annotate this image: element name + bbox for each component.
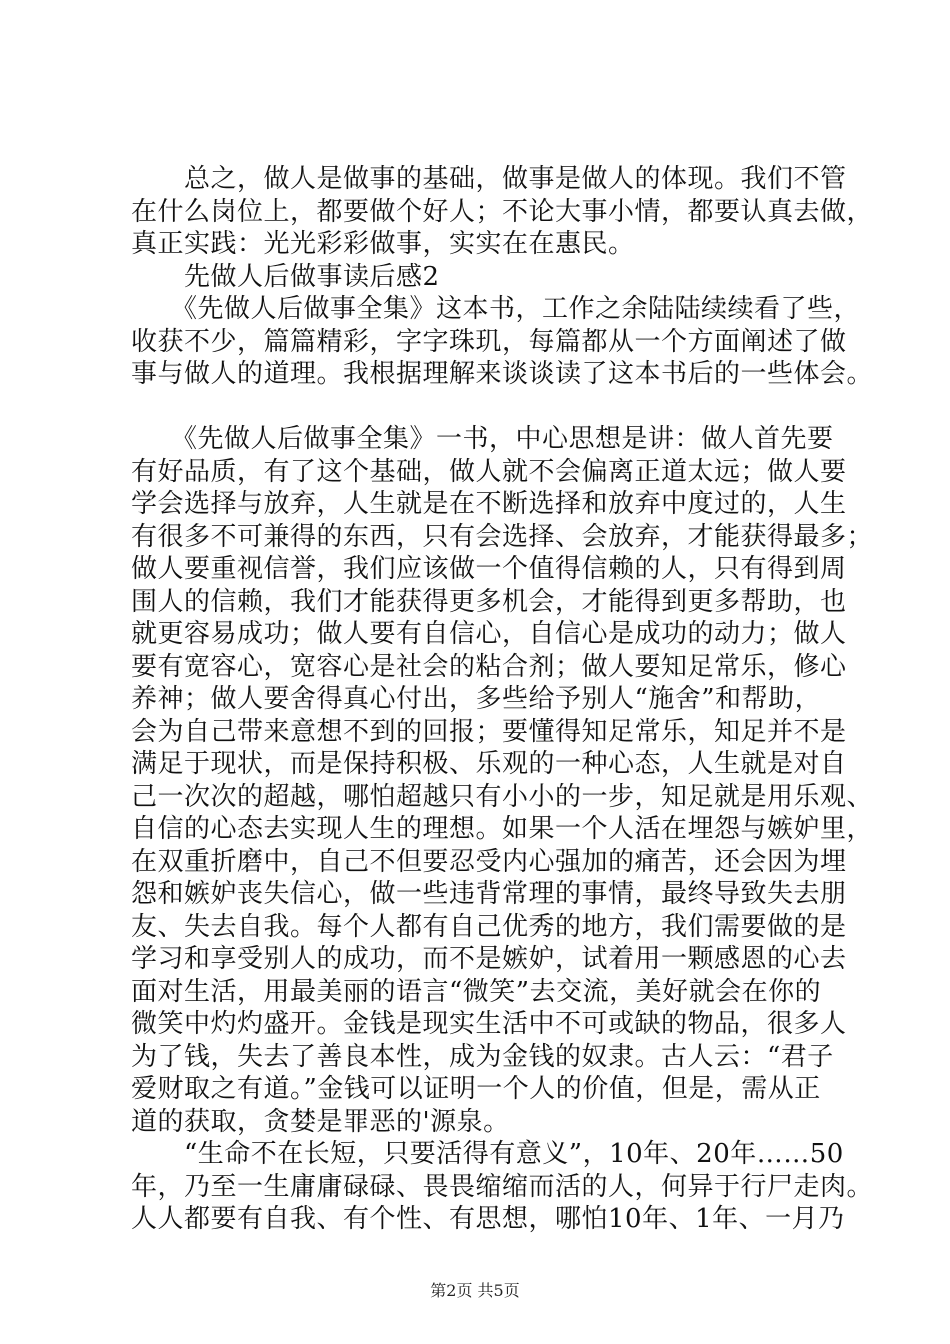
text-line: “生命不在长短，只要活得有意义”，10年、20年……50 — [131, 1139, 844, 1169]
page-indicator: 第2页 共5页 — [430, 1281, 520, 1300]
text-line: 收获不少，篇篇精彩，字字珠玑，每篇都从一个方面阐述了做 — [131, 326, 847, 357]
text-line: 有很多不可兼得的东西，只有会选择、会放弃，才能获得最多； — [131, 521, 874, 552]
text-line: 有好品质，有了这个基础，做人就不会偏离正道太远；做人要 — [131, 456, 847, 487]
text-line: 人人都要有自我、有个性、有思想，哪怕10年、1年、一月乃 — [131, 1204, 845, 1234]
text-line: 在什么岗位上，都要做个好人；不论大事小情，都要认真去做， — [131, 196, 874, 227]
section-heading: 先做人后做事读后感2 — [131, 261, 440, 292]
text-line: 真正实践：光光彩彩做事，实实在在惠民。 — [131, 229, 635, 259]
text-line: 道的获取，贪婪是罪恶的'源泉。 — [131, 1106, 510, 1137]
text-line: 为了钱，失去了善良本性，成为金钱的奴隶。古人云：“君子 — [131, 1041, 834, 1072]
page-footer — [0, 1281, 950, 1301]
text-line: 怨和嫉妒丧失信心，做一些违背常理的事情，最终导致失去朋 — [131, 879, 847, 909]
text-line: 事与做人的道理。我根据理解来谈谈读了这本书后的一些体会。 — [131, 359, 874, 389]
text-line: 学会选择与放弃，人生就是在不断选择和放弃中度过的，人生 — [131, 489, 847, 519]
text-line: 己一次次的超越，哪怕超越只有小小的一步，知足就是用乐观、 — [131, 781, 874, 812]
text-line: 学习和享受别人的成功，而不是嫉妒，试着用一颗感恩的心去 — [131, 944, 847, 974]
text-line: 会为自己带来意想不到的回报；要懂得知足常乐，知足并不是 — [131, 716, 847, 747]
text-line: 满足于现状，而是保持积极、乐观的一种心态，人生就是对自 — [131, 749, 847, 779]
text-line: 自信的心态去实现人生的理想。如果一个人活在埋怨与嫉妒里， — [131, 814, 874, 844]
text-line: 《先做人后做事全集》一书，中心思想是讲：做人首先要 — [131, 424, 834, 454]
text-line: 总之，做人是做事的基础，做事是做人的体现。我们不管 — [131, 164, 847, 194]
text-line: 面对生活，用最美丽的语言“微笑”去交流，美好就会在你的 — [131, 976, 822, 1007]
text-line: 爱财取之有道。”金钱可以证明一个人的价值，但是，需从正 — [131, 1074, 821, 1104]
text-line: 做人要重视信誉，我们应该做一个值得信赖的人，只有得到周 — [131, 554, 847, 584]
text-line: 就更容易成功；做人要有自信心，自信心是成功的动力；做人 — [131, 619, 847, 649]
text-line: 在双重折磨中，自己不但要忍受内心强加的痛苦，还会因为埋 — [131, 846, 847, 877]
text-line: 微笑中灼灼盛开。金钱是现实生活中不可或缺的物品，很多人 — [131, 1009, 847, 1039]
text-line: 围人的信赖，我们才能获得更多机会，才能得到更多帮助，也 — [131, 586, 847, 617]
blank-line — [131, 391, 836, 424]
text-line: 要有宽容心，宽容心是社会的粘合剂；做人要知足常乐，修心 — [131, 651, 847, 682]
text-line: 年，乃至一生庸庸碌碌、畏畏缩缩而活的人，何异于行尸走肉。 — [131, 1171, 874, 1202]
text-line: 友、失去自我。每个人都有自己优秀的地方，我们需要做的是 — [131, 911, 847, 942]
document-body — [131, 163, 874, 1236]
text-line: 《先做人后做事全集》这本书，工作之余陆陆续续看了些， — [131, 294, 861, 324]
text-line: 养神；做人要舍得真心付出，多些给予别人“施舍”和帮助， — [131, 684, 822, 714]
